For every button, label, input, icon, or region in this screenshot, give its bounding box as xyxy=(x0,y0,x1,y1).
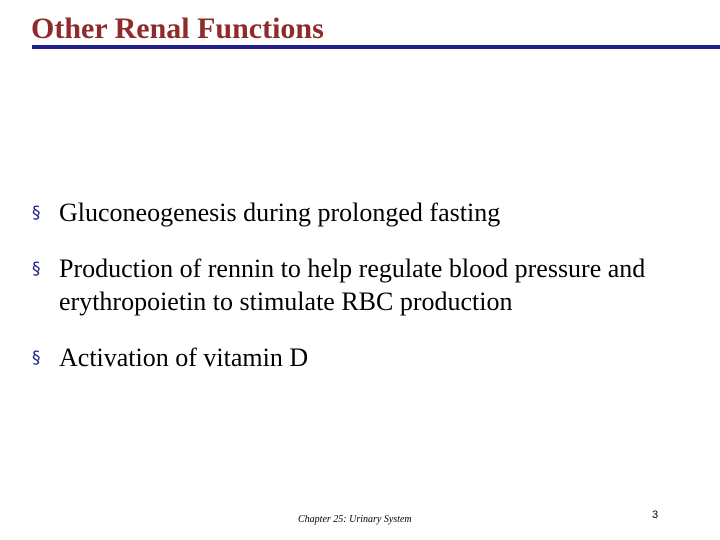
bullet-marker-icon: § xyxy=(32,259,41,279)
bullet-marker-icon: § xyxy=(32,348,41,368)
bullet-marker-icon: § xyxy=(32,203,41,223)
bullet-text: Activation of vitamin D xyxy=(59,343,309,372)
title-underline xyxy=(32,45,720,49)
bullet-item xyxy=(30,252,700,318)
bullet-list xyxy=(30,196,700,397)
bullet-item xyxy=(30,341,700,374)
bullet-text: Production of rennin to help regulate blood pressure and erythropoietin to stimulate RBC production xyxy=(59,254,646,316)
bullet-item xyxy=(30,196,700,229)
slide-title: Other Renal Functions xyxy=(31,12,324,45)
bullet-text: Gluconeogenesis during prolonged fasting xyxy=(59,198,501,227)
footer-chapter-label: Chapter 25: Urinary System xyxy=(298,514,412,525)
page-number: 3 xyxy=(652,509,659,521)
